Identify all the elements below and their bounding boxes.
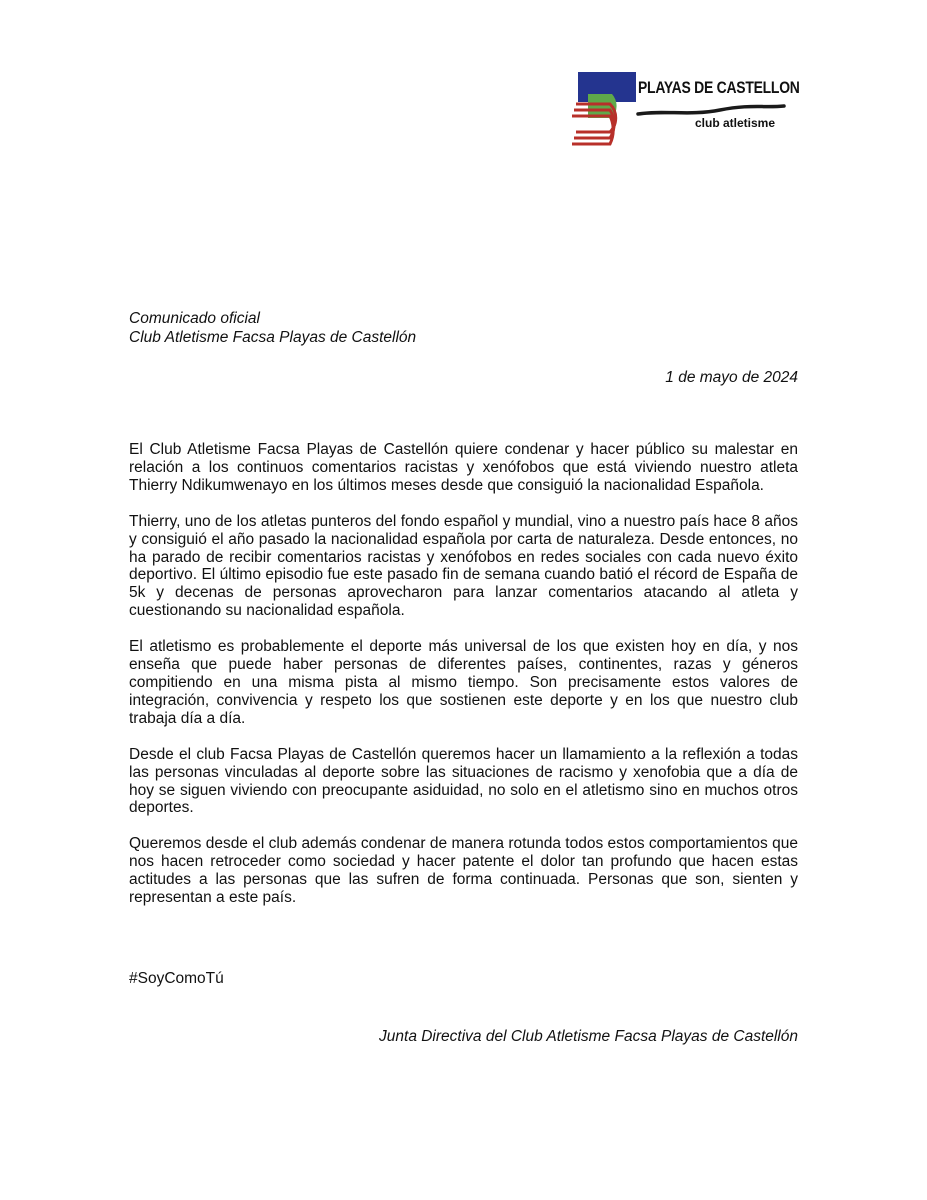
communique-header — [129, 309, 416, 347]
paragraph-1: El Club Atletisme Facsa Playas de Castellón quiere condenar y hacer público su malestar en relación a los continuos comentarios racistas y xenófobos que está viviendo nuestro atleta Thierry Ndikumwenayo en los últimos meses desde que consiguió la nacionalidad Española. — [129, 441, 798, 494]
paragraph-4: Desde el club Facsa Playas de Castellón queremos hacer un llamamiento a la reflexión a todas las personas vinculadas al deporte sobre las situaciones de racismo y xenofobia que a día de hoy se siguen viviendo con preocupante asiduidad, no solo en el atletismo sino en muchos otros deportes. — [129, 745, 798, 817]
paragraph-2: Thierry, uno de los atletas punteros del fondo español y mundial, vino a nuestro país hace 8 años y consiguió el año pasado la nacionalidad española por carta de naturaleza. Desde entonces, no ha parado de recibir comentarios racistas y xenófobos en redes sociales con cada nuevo éxito deportivo. El último episodio fue este pasado fin de semana cuando batió el récord de España de 5k y decenas de personas aprovecharon para lanzar comentarios atacando al atleta y cuestionando su nacionalidad española. — [129, 512, 798, 620]
club-name: Club Atletisme Facsa Playas de Castellón — [129, 329, 417, 346]
communique-date: 1 de mayo de 2024 — [665, 369, 798, 386]
paragraph-3: El atletismo es probablemente el deporte más universal de los que existen hoy en día, y nos enseña que puede haber personas de diferentes países, continentes, razas y géneros compitiendo en una misma pista al mismo tiempo. Son precisamente estos valores de integración, convivencia y respeto los que sostienen este deporte y en los que nuestro club trabaja día a día. — [129, 638, 798, 727]
logo-swoosh — [638, 106, 784, 114]
logo-subtitle: club atletisme — [695, 116, 776, 130]
hashtag: #SoyComoTú — [129, 970, 224, 987]
communique-type: Comunicado oficial — [129, 310, 260, 327]
logo-title: PLAYAS DE CASTELLON — [638, 78, 800, 97]
logo-track-lane-3 — [572, 116, 613, 144]
club-logo — [570, 70, 800, 150]
signature: Junta Directiva del Club Atletisme Facsa Playas de Castellón — [379, 1028, 798, 1045]
paragraph-5: Queremos desde el club además condenar de manera rotunda todos estos comportamientos que nos hacen retroceder como sociedad y hacer patente el dolor tan profundo que hacen estas actitudes a las personas que las sufren de forma continuada. Personas que son, sienten y representan a este país. — [129, 835, 798, 907]
communique-body — [129, 441, 798, 925]
